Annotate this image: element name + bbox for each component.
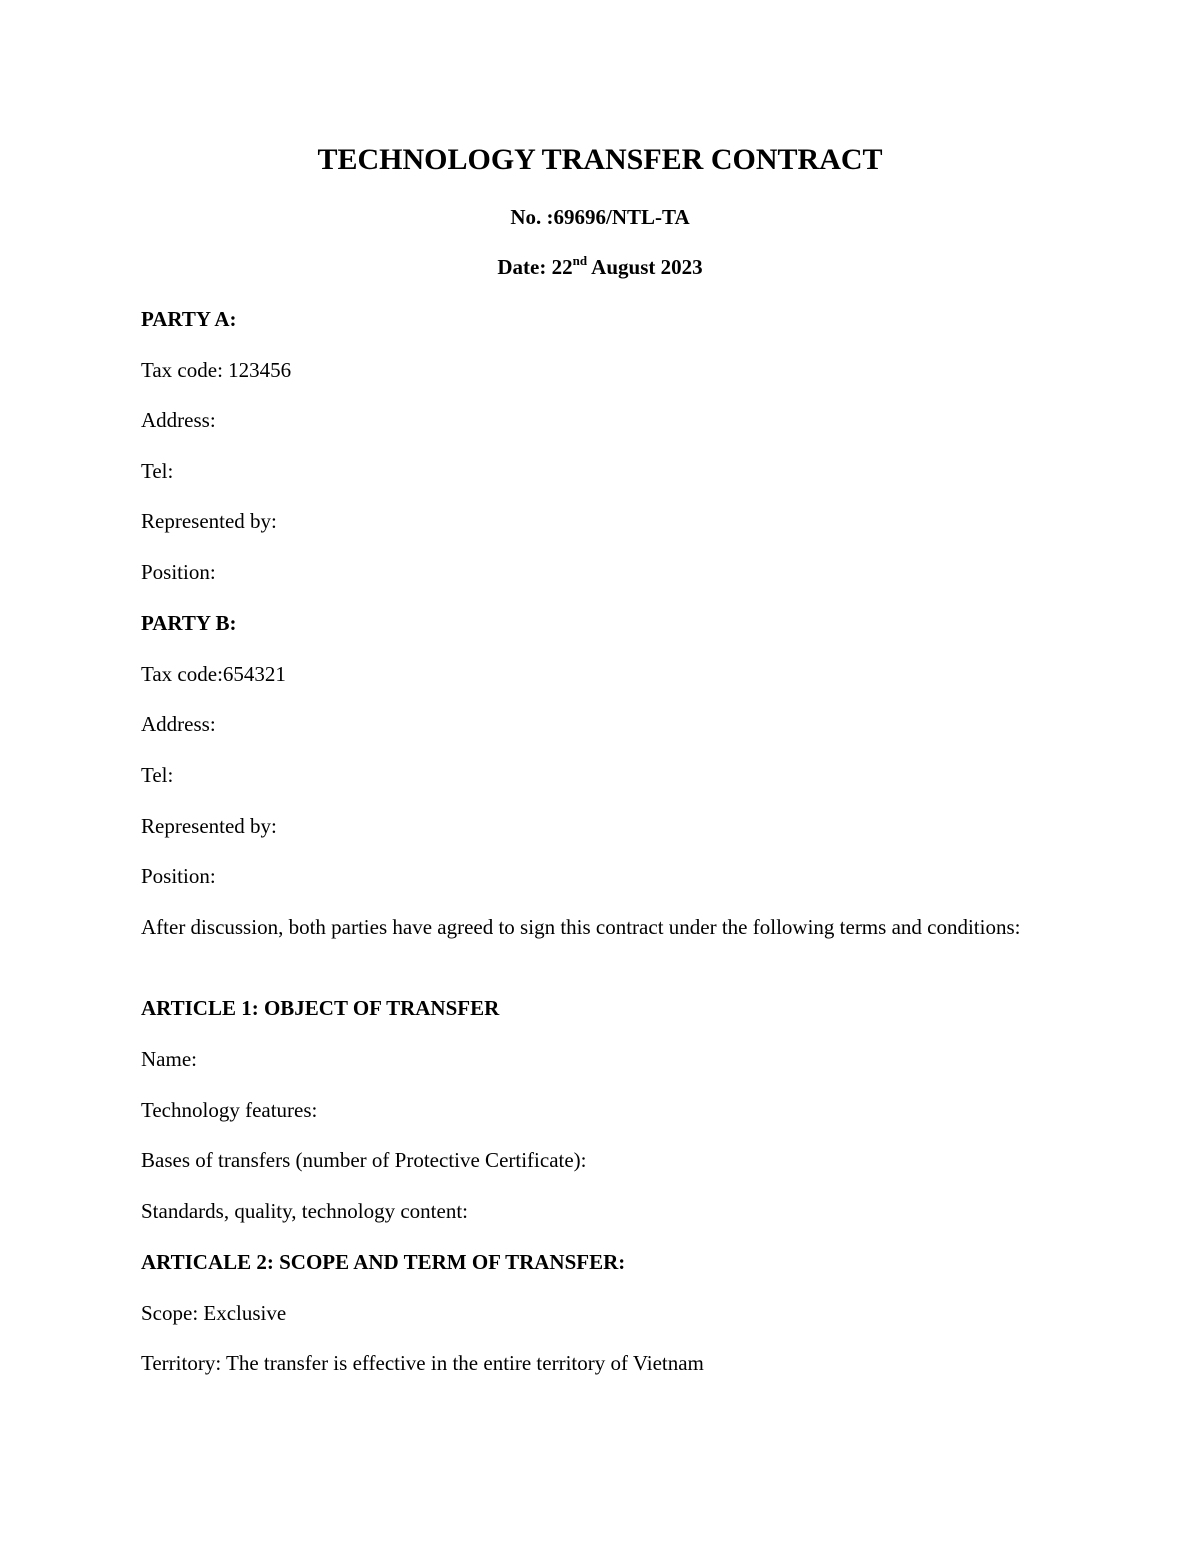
party-b-heading: PARTY B:	[141, 611, 237, 635]
party-a-represented-by: Represented by:	[141, 509, 277, 533]
party-b-tax-code: Tax code:654321	[141, 662, 286, 686]
contract-date	[0, 254, 1200, 280]
party-a-address: Address:	[141, 408, 216, 432]
party-a-tel: Tel:	[141, 459, 174, 483]
article-2-heading: ARTICALE 2: SCOPE AND TERM OF TRANSFER:	[141, 1250, 626, 1274]
contract-title: TECHNOLOGY TRANSFER CONTRACT	[317, 143, 883, 176]
party-b-tel: Tel:	[141, 763, 174, 787]
article-1-heading: ARTICLE 1: OBJECT OF TRANSFER	[141, 996, 500, 1020]
preamble-paragraph: After discussion, both parties have agreed to sign this contract under the following terms and conditions:	[141, 915, 1021, 939]
contract-number: No. :69696/NTL-TA	[510, 205, 690, 229]
article-2-scope: Scope: Exclusive	[141, 1301, 287, 1325]
article-1-standards: Standards, quality, technology content:	[141, 1199, 468, 1223]
date-superscript: nd	[572, 253, 588, 268]
article-1-bases: Bases of transfers (number of Protective Certificate):	[141, 1148, 587, 1172]
article-1-features: Technology features:	[141, 1098, 318, 1122]
date-prefix: Date: 22	[497, 255, 573, 279]
date-suffix: August 2023	[587, 255, 703, 279]
party-b-address: Address:	[141, 712, 216, 736]
party-a-tax-code: Tax code: 123456	[141, 358, 292, 382]
party-b-represented-by: Represented by:	[141, 814, 277, 838]
party-a-heading: PARTY A:	[141, 307, 237, 331]
party-b-position: Position:	[141, 864, 216, 888]
article-1-name: Name:	[141, 1047, 197, 1071]
party-a-position: Position:	[141, 560, 216, 584]
article-2-territory: Territory: The transfer is effective in the entire territory of Vietnam	[141, 1351, 704, 1375]
